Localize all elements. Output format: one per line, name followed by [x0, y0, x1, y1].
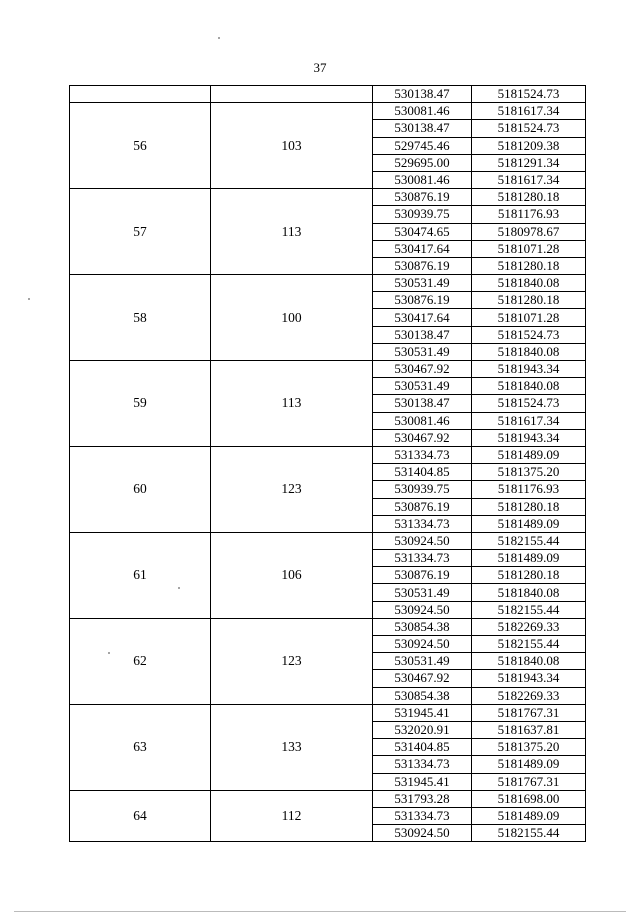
table-row	[70, 704, 586, 721]
plot-number-cell: 64	[70, 790, 211, 842]
plot-number-cell: 63	[70, 704, 211, 790]
table-row	[70, 446, 586, 463]
x-coordinate-cell: 529695.00	[373, 154, 472, 171]
x-coordinate-cell: 530467.92	[373, 670, 472, 687]
table-row	[70, 189, 586, 206]
y-coordinate-cell: 5181840.08	[472, 653, 586, 670]
table-row	[70, 532, 586, 549]
plot-area-cell: 123	[211, 618, 373, 704]
x-coordinate-cell: 531945.41	[373, 773, 472, 790]
plot-number-cell: 61	[70, 532, 211, 618]
x-coordinate-cell: 530924.50	[373, 532, 472, 549]
plot-number-cell: 57	[70, 189, 211, 275]
y-coordinate-cell: 5181489.09	[472, 446, 586, 463]
plot-area-cell: 113	[211, 361, 373, 447]
x-coordinate-cell: 531404.85	[373, 464, 472, 481]
x-coordinate-cell: 530939.75	[373, 206, 472, 223]
y-coordinate-cell: 5181840.08	[472, 584, 586, 601]
y-coordinate-cell: 5181071.28	[472, 309, 586, 326]
y-coordinate-cell: 5181524.73	[472, 86, 586, 103]
x-coordinate-cell: 530876.19	[373, 498, 472, 515]
scan-speck	[28, 298, 30, 300]
y-coordinate-cell: 5181617.34	[472, 103, 586, 120]
x-coordinate-cell: 530924.50	[373, 636, 472, 653]
page-bottom-edge	[14, 911, 626, 912]
y-coordinate-cell: 5182155.44	[472, 636, 586, 653]
plot-area-cell: 103	[211, 103, 373, 189]
coordinates-table-body	[70, 86, 586, 842]
y-coordinate-cell: 5182155.44	[472, 532, 586, 549]
x-coordinate-cell: 531334.73	[373, 550, 472, 567]
table-row	[70, 790, 586, 807]
x-coordinate-cell: 530531.49	[373, 378, 472, 395]
y-coordinate-cell: 5181617.34	[472, 171, 586, 188]
x-coordinate-cell: 530876.19	[373, 567, 472, 584]
y-coordinate-cell: 5181943.34	[472, 429, 586, 446]
y-coordinate-cell: 5181489.09	[472, 756, 586, 773]
y-coordinate-cell: 5181840.08	[472, 378, 586, 395]
table-row	[70, 618, 586, 635]
x-coordinate-cell: 530467.92	[373, 429, 472, 446]
coordinates-table	[69, 85, 586, 842]
y-coordinate-cell: 5181280.18	[472, 257, 586, 274]
x-coordinate-cell: 530876.19	[373, 189, 472, 206]
x-coordinate-cell: 530467.92	[373, 361, 472, 378]
scan-speck	[218, 37, 220, 39]
y-coordinate-cell: 5181767.31	[472, 704, 586, 721]
x-coordinate-cell: 530531.49	[373, 653, 472, 670]
plot-area-cell: 100	[211, 275, 373, 361]
y-coordinate-cell: 5180978.67	[472, 223, 586, 240]
y-coordinate-cell: 5182269.33	[472, 618, 586, 635]
table-row	[70, 103, 586, 120]
plot-area-cell: 106	[211, 532, 373, 618]
y-coordinate-cell: 5181071.28	[472, 240, 586, 257]
x-coordinate-cell: 531334.73	[373, 756, 472, 773]
y-coordinate-cell: 5181524.73	[472, 120, 586, 137]
x-coordinate-cell: 530474.65	[373, 223, 472, 240]
x-coordinate-cell: 530854.38	[373, 687, 472, 704]
x-coordinate-cell: 531404.85	[373, 739, 472, 756]
y-coordinate-cell: 5181280.18	[472, 498, 586, 515]
y-coordinate-cell: 5181280.18	[472, 567, 586, 584]
y-coordinate-cell: 5182155.44	[472, 601, 586, 618]
plot-number-cell: 60	[70, 446, 211, 532]
x-coordinate-cell: 531793.28	[373, 790, 472, 807]
x-coordinate-cell: 530939.75	[373, 481, 472, 498]
x-coordinate-cell: 530138.47	[373, 86, 472, 103]
x-coordinate-cell: 531945.41	[373, 704, 472, 721]
x-coordinate-cell: 530876.19	[373, 257, 472, 274]
page-number: 37	[313, 60, 327, 75]
y-coordinate-cell: 5182269.33	[472, 687, 586, 704]
x-coordinate-cell: 530854.38	[373, 618, 472, 635]
y-coordinate-cell: 5181280.18	[472, 292, 586, 309]
x-coordinate-cell: 529745.46	[373, 137, 472, 154]
empty-number-cell	[70, 86, 211, 103]
y-coordinate-cell: 5181524.73	[472, 395, 586, 412]
x-coordinate-cell: 530924.50	[373, 825, 472, 842]
y-coordinate-cell: 5181637.81	[472, 721, 586, 738]
x-coordinate-cell: 530531.49	[373, 275, 472, 292]
y-coordinate-cell: 5181840.08	[472, 343, 586, 360]
x-coordinate-cell: 531334.73	[373, 515, 472, 532]
x-coordinate-cell: 530531.49	[373, 584, 472, 601]
scan-speck	[178, 587, 180, 589]
x-coordinate-cell: 532020.91	[373, 721, 472, 738]
y-coordinate-cell: 5181489.09	[472, 550, 586, 567]
x-coordinate-cell: 530417.64	[373, 240, 472, 257]
table-row	[70, 361, 586, 378]
plot-area-cell: 113	[211, 189, 373, 275]
x-coordinate-cell: 530924.50	[373, 601, 472, 618]
x-coordinate-cell: 530417.64	[373, 309, 472, 326]
y-coordinate-cell: 5181489.09	[472, 515, 586, 532]
continuation-row	[70, 86, 586, 103]
scan-speck	[108, 652, 110, 654]
y-coordinate-cell: 5181943.34	[472, 361, 586, 378]
plot-area-cell: 133	[211, 704, 373, 790]
y-coordinate-cell: 5181375.20	[472, 464, 586, 481]
x-coordinate-cell: 531334.73	[373, 446, 472, 463]
table-row	[70, 275, 586, 292]
plot-area-cell: 112	[211, 790, 373, 842]
y-coordinate-cell: 5181209.38	[472, 137, 586, 154]
x-coordinate-cell: 530138.47	[373, 395, 472, 412]
y-coordinate-cell: 5181524.73	[472, 326, 586, 343]
x-coordinate-cell: 530081.46	[373, 103, 472, 120]
x-coordinate-cell: 530138.47	[373, 326, 472, 343]
x-coordinate-cell: 530138.47	[373, 120, 472, 137]
plot-number-cell: 56	[70, 103, 211, 189]
plot-number-cell: 59	[70, 361, 211, 447]
plot-area-cell: 123	[211, 446, 373, 532]
empty-area-cell	[211, 86, 373, 103]
y-coordinate-cell: 5181176.93	[472, 481, 586, 498]
x-coordinate-cell: 531334.73	[373, 807, 472, 824]
y-coordinate-cell: 5181698.00	[472, 790, 586, 807]
y-coordinate-cell: 5181489.09	[472, 807, 586, 824]
y-coordinate-cell: 5181767.31	[472, 773, 586, 790]
y-coordinate-cell: 5181280.18	[472, 189, 586, 206]
x-coordinate-cell: 530081.46	[373, 412, 472, 429]
plot-number-cell: 58	[70, 275, 211, 361]
y-coordinate-cell: 5181840.08	[472, 275, 586, 292]
y-coordinate-cell: 5181375.20	[472, 739, 586, 756]
x-coordinate-cell: 530531.49	[373, 343, 472, 360]
y-coordinate-cell: 5181943.34	[472, 670, 586, 687]
x-coordinate-cell: 530876.19	[373, 292, 472, 309]
y-coordinate-cell: 5181176.93	[472, 206, 586, 223]
plot-number-cell: 62	[70, 618, 211, 704]
y-coordinate-cell: 5181291.34	[472, 154, 586, 171]
x-coordinate-cell: 530081.46	[373, 171, 472, 188]
y-coordinate-cell: 5181617.34	[472, 412, 586, 429]
y-coordinate-cell: 5182155.44	[472, 825, 586, 842]
